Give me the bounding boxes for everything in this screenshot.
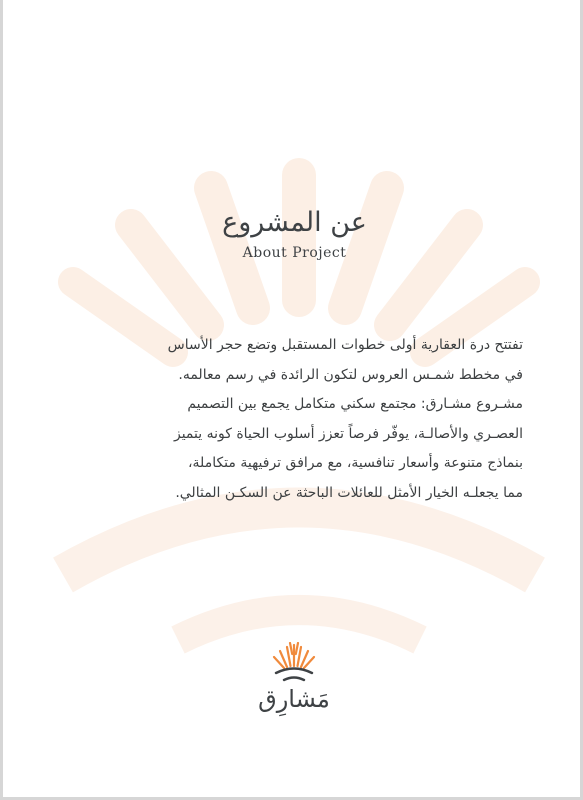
description-line: مما يجعلـه الخيار الأمثل للعائلات الباحثة عن السكـن المثالي.: [175, 484, 523, 501]
mashareq-logo: [244, 642, 344, 732]
description-line: بنماذج متنوعة وأسعار تنافسية، مع مرافق ترفيهية متكاملة،: [188, 455, 523, 471]
project-description: [75, 331, 523, 508]
description-line: مشـروع مشـارق: مجتمع سكني متكامل يجمع بين التصميم: [187, 396, 523, 412]
page-title-arabic: عن المشروع: [222, 207, 367, 238]
description-line: العصـري والأصالـة، يوفّر فرصاً تعزز أسلوب الحياة كونه يتميز: [173, 425, 523, 442]
page-title-english: About Project: [242, 245, 347, 261]
description-line: تفتتح درة العقارية أولى خطوات المستقبل وتضع حجر الأساس: [167, 337, 523, 353]
logo-wordmark: مَشارِق: [258, 685, 330, 713]
description-line: في مخطط شمـس العروس لتكون الرائدة في رسم معالمه.: [178, 366, 523, 383]
sunrise-rays-icon: [270, 642, 318, 684]
